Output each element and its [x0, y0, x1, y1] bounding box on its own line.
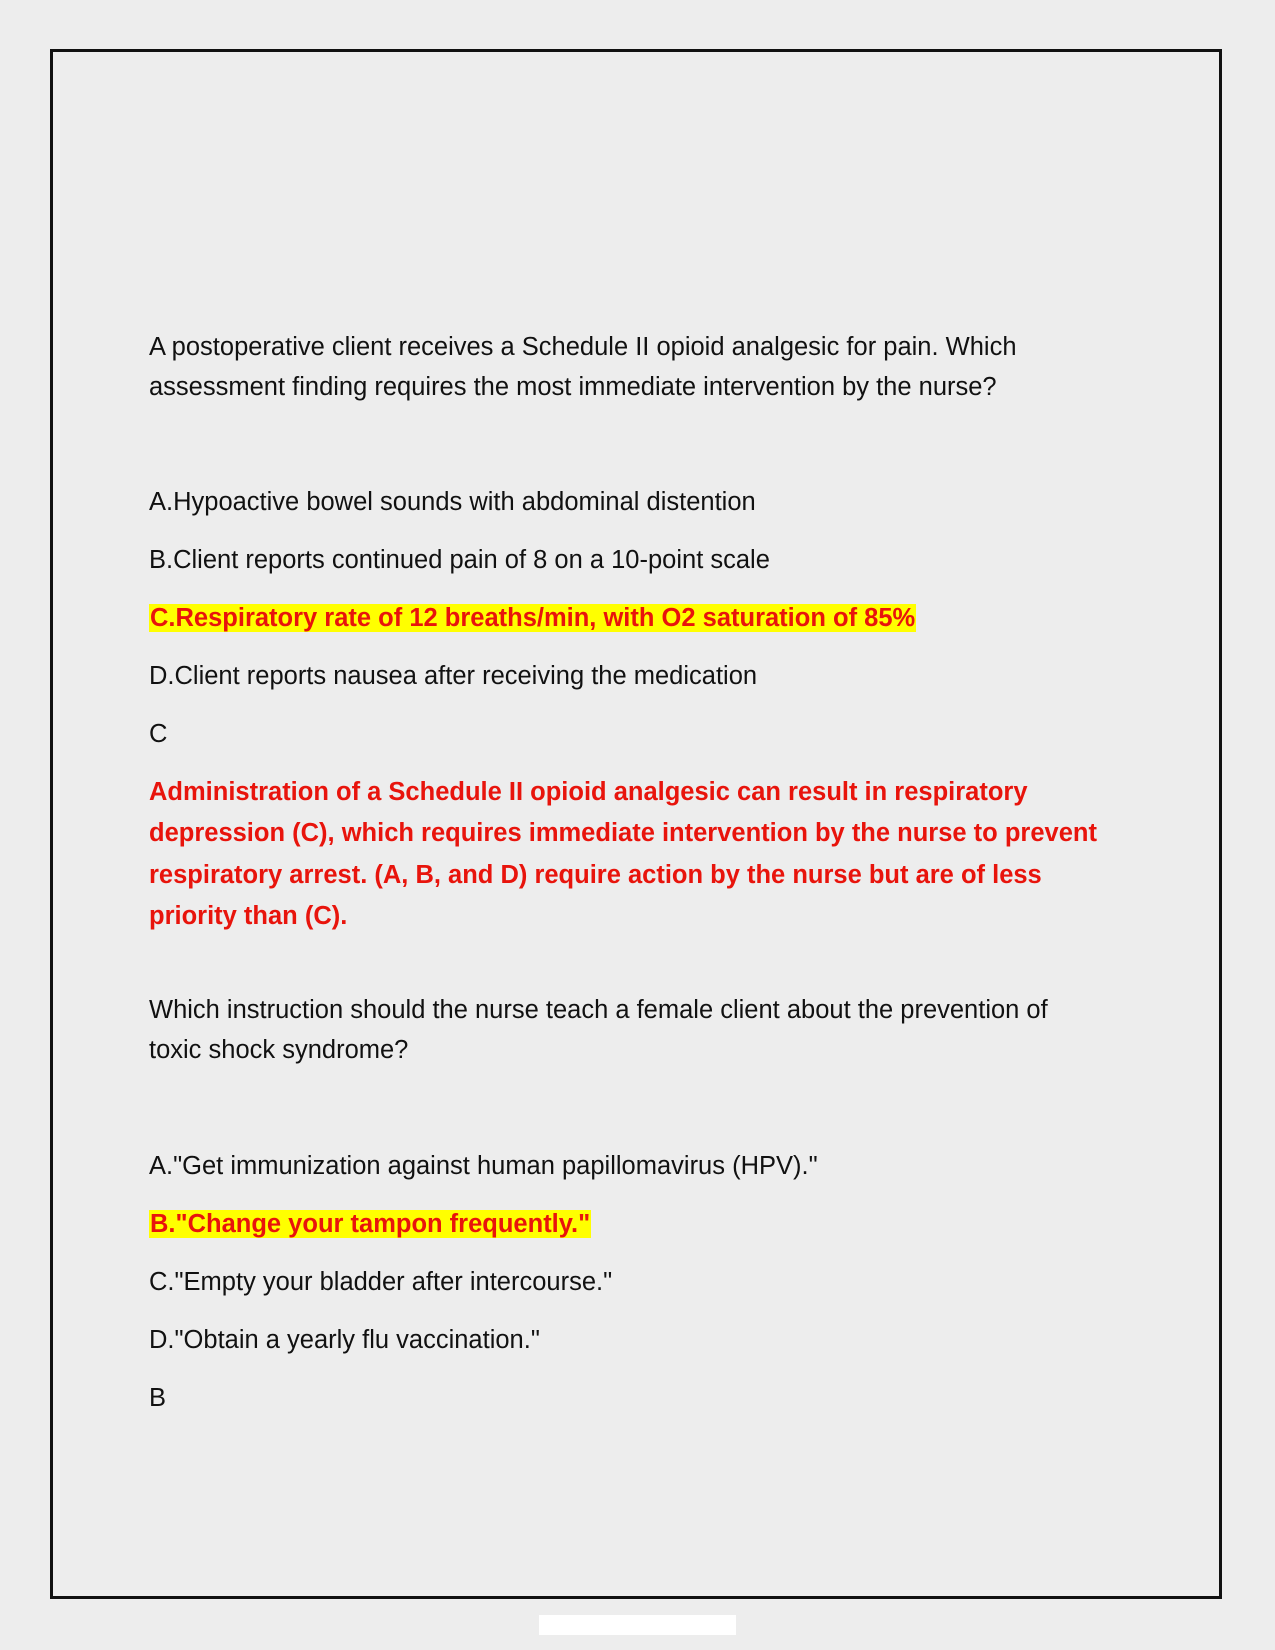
question-2-option-d: D."Obtain a yearly flu vaccination." [149, 1326, 540, 1354]
question-2-stem-line-2: toxic shock syndrome? [149, 1036, 409, 1064]
correct-answer-highlight: C.Respiratory rate of 12 breaths/min, with O2 saturation of 85% [150, 604, 916, 632]
question-1-answer: C [149, 720, 168, 748]
correct-answer-highlight: B."Change your tampon frequently." [150, 1210, 591, 1238]
question-1-option-c-correct [149, 598, 916, 639]
question-2-option-a: A."Get immunization against human papillomavirus (HPV)." [149, 1152, 818, 1180]
question-1-stem-line-1: A postoperative client receives a Schedule II opioid analgesic for pain. Which [149, 333, 1017, 361]
question-2-stem-line-1: Which instruction should the nurse teach a female client about the prevention of [149, 996, 1048, 1024]
question-1-option-d: D.Client reports nausea after receiving the medication [149, 662, 758, 690]
question-1-option-b: B.Client reports continued pain of 8 on a 10-point scale [149, 546, 770, 574]
question-1-rationale-line-4: priority than (C). [149, 902, 348, 930]
question-1-rationale-line-3: respiratory arrest. (A, B, and D) require action by the nurse but are of less [149, 861, 1042, 889]
question-1-option-a: A.Hypoactive bowel sounds with abdominal distention [149, 488, 756, 516]
question-2-option-c: C."Empty your bladder after intercourse." [149, 1268, 613, 1296]
question-1-stem-line-2: assessment finding requires the most immediate intervention by the nurse? [149, 373, 997, 401]
page-footer-tab [539, 1615, 736, 1635]
question-2-option-b-correct [149, 1204, 591, 1245]
question-2-answer: B [149, 1384, 167, 1412]
question-1-rationale-line-2: depression (C), which requires immediate intervention by the nurse to prevent [149, 819, 1097, 847]
question-1-rationale-line-1: Administration of a Schedule II opioid analgesic can result in respiratory [149, 778, 1028, 806]
